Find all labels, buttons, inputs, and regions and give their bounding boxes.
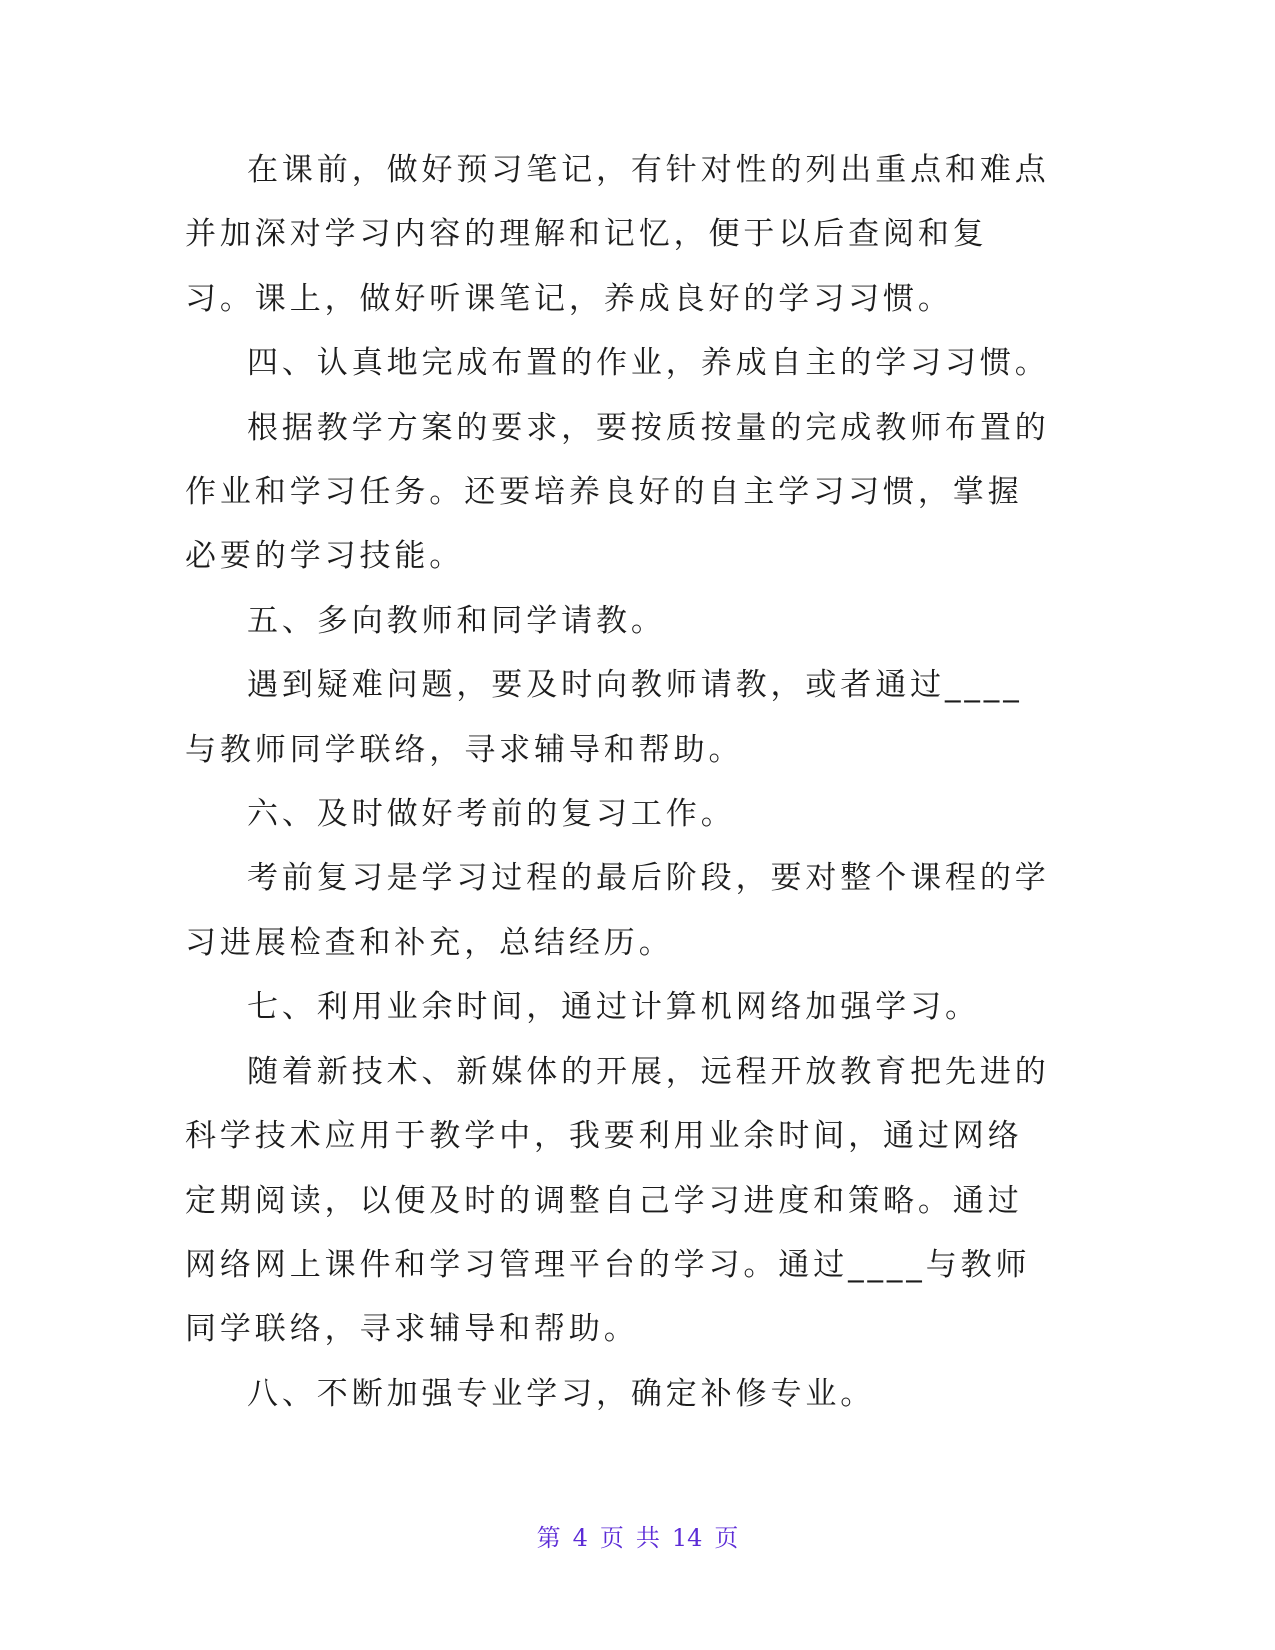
- footer-label-page-unit: 页: [599, 1524, 624, 1552]
- page-footer: [0, 1518, 1275, 1553]
- paragraph-online-learning: 随着新技术、新媒体的开展，远程开放教育把先进的科学技术应用于教学中，我要利用业余时间，通过网络定期阅读，以便及时的调整自己学习进度和策略。通过网络网上课件和学习管理平台的学习。通过____与教师同学联络，寻求辅导和帮助。: [185, 1053, 1050, 1348]
- heading-section-5: 五、多向教师和同学请教。: [247, 602, 666, 639]
- footer-label-total-unit: 页: [714, 1524, 739, 1552]
- footer-total-pages: 14: [671, 1524, 703, 1552]
- document-body: [185, 138, 1055, 1426]
- paragraph-exam-review: 考前复习是学习过程的最后阶段，要对整个课程的学习进展检查和补充，总结经历。: [185, 860, 1050, 961]
- paragraph-homework: 根据教学方案的要求，要按质按量的完成教师布置的作业和学习任务。还要培养良好的自主学习习惯，掌握必要的学习技能。: [185, 409, 1050, 575]
- paragraph-notes: 在课前，做好预习笔记，有针对性的列出重点和难点并加深对学习内容的理解和记忆，便于以后查阅和复习。课上，做好听课笔记，养成良好的学习习惯。: [185, 152, 1050, 317]
- heading-section-8: 八、不断加强专业学习，确定补修专业。: [247, 1375, 876, 1412]
- heading-section-7: 七、利用业余时间，通过计算机网络加强学习。: [247, 989, 980, 1026]
- heading-section-4: 四、认真地完成布置的作业，养成自主的学习习惯。: [247, 345, 1050, 382]
- paragraph-ask-teachers: 遇到疑难问题，要及时向教师请教，或者通过____与教师同学联络，寻求辅导和帮助。: [185, 667, 1023, 768]
- footer-current-page: 4: [572, 1524, 588, 1552]
- footer-label-page: 第: [536, 1524, 561, 1552]
- footer-label-total: 共: [635, 1524, 660, 1552]
- heading-section-6: 六、及时做好考前的复习工作。: [247, 796, 736, 833]
